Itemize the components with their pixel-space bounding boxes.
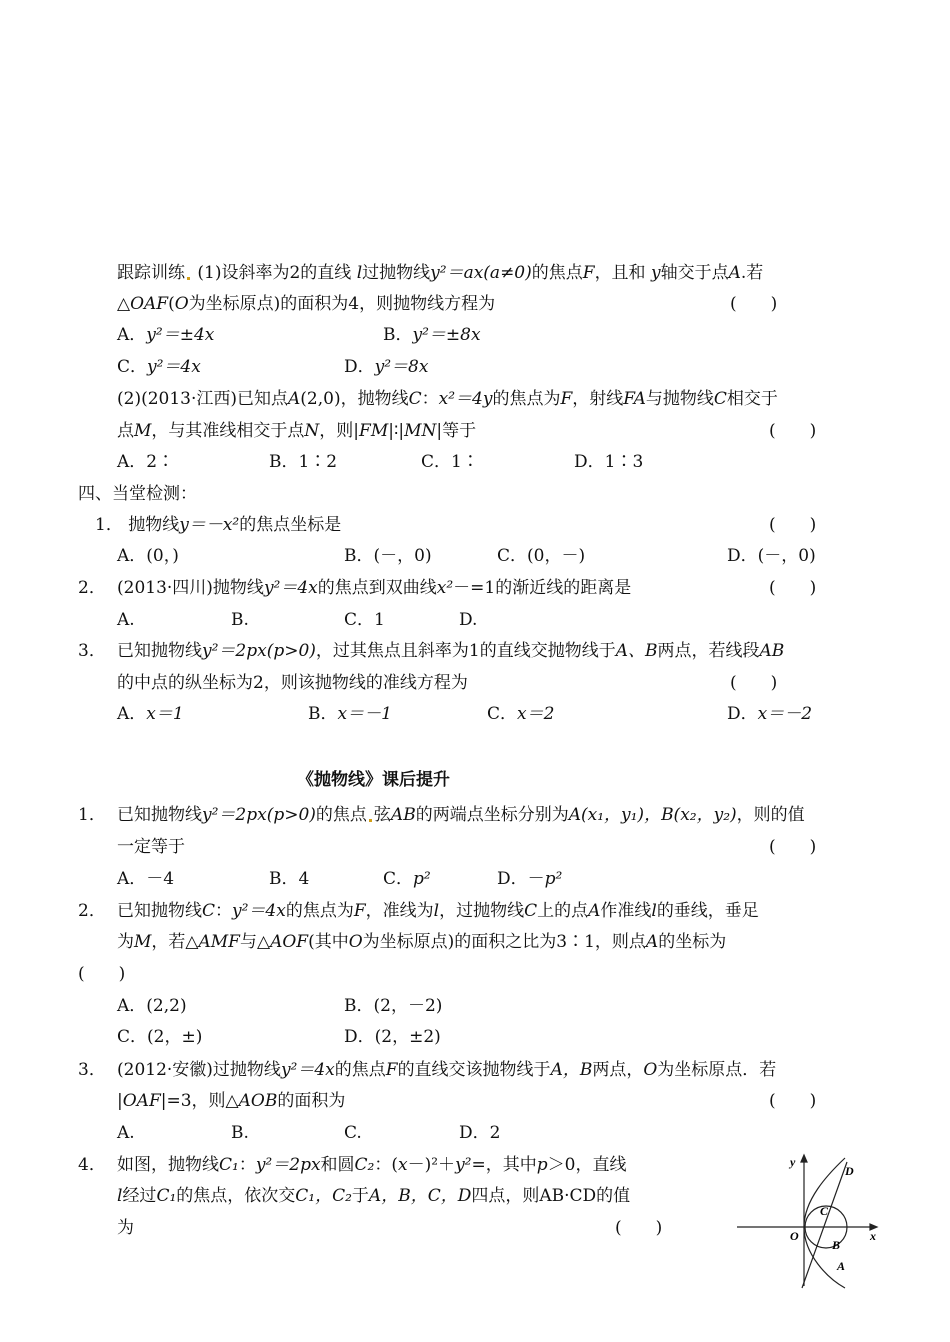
option-C: C．(0，－) bbox=[497, 546, 586, 566]
option-B: B. bbox=[231, 1123, 249, 1143]
label-x: x bbox=[870, 1229, 876, 1243]
practice-q2-line1: (2)(2013·江西)已知点A(2,0)，抛物线C：x²＝4y的焦点为F，射线FA与抛物线C相交于 bbox=[117, 389, 778, 409]
option-A: A. bbox=[117, 1123, 135, 1143]
check-q2-number: 2． bbox=[78, 578, 106, 598]
section-heading: 四、当堂检测： bbox=[78, 484, 197, 504]
page-title: 《抛物线》课后提升 bbox=[297, 770, 450, 790]
check-q3-number: 3． bbox=[78, 641, 106, 661]
post-q4-line2: l经过C₁的焦点，依次交C₁，C₂于A，B，C，D四点，则AB·CD的值 bbox=[117, 1186, 631, 1206]
option-C: C. bbox=[344, 1123, 362, 1143]
answer-paren: ( ) bbox=[730, 294, 778, 314]
answer-paren: ( ) bbox=[769, 1091, 817, 1111]
label-y: y bbox=[790, 1155, 796, 1169]
post-q2-line2: 为M，若△AMF与△AOF(其中O为坐标原点)的面积之比为3∶1，则点A的坐标为 bbox=[117, 932, 727, 952]
label-C: C bbox=[820, 1204, 829, 1218]
label-O: O bbox=[790, 1229, 799, 1243]
option-A: A．－4 bbox=[117, 869, 175, 889]
option-C: C．1 bbox=[344, 610, 385, 630]
option-B: B．4 bbox=[269, 869, 310, 889]
label-B: B bbox=[832, 1238, 841, 1252]
option-B: B. bbox=[231, 610, 249, 630]
option-A: A. bbox=[117, 610, 135, 630]
answer-paren: ( ) bbox=[615, 1218, 663, 1238]
option-A: A．y²＝±4x bbox=[117, 325, 215, 345]
option-B: B．(－，0) bbox=[344, 546, 432, 566]
option-C: C．p² bbox=[383, 869, 431, 889]
option-D: D．2 bbox=[459, 1123, 501, 1143]
option-D: D．(－，0) bbox=[727, 546, 816, 566]
answer-paren: ( ) bbox=[730, 673, 778, 693]
option-D: D．1∶3 bbox=[574, 452, 644, 472]
answer-paren: ( ) bbox=[769, 837, 817, 857]
option-B: B．x＝－1 bbox=[308, 704, 392, 724]
post-q3-line1: (2012·安徽)过抛物线y²＝4x的焦点F的直线交该抛物线于A，B两点，O为坐标原点．若 bbox=[117, 1060, 777, 1080]
post-q1-line2: 一定等于 bbox=[117, 837, 185, 857]
check-q2: (2013·四川)抛物线y²＝4x的焦点到双曲线x²－=1的渐近线的距离是 bbox=[117, 578, 632, 598]
option-B: B．(2，－2) bbox=[344, 996, 443, 1016]
practice-q2-line2: 点M，与其准线相交于点N，则|FM|∶|MN|等于 bbox=[117, 421, 477, 441]
answer-paren: ( ) bbox=[78, 964, 126, 984]
post-q4-number: 4． bbox=[78, 1155, 106, 1175]
post-q1-line1: 已知抛物线y²＝2px(p>0)的焦点 弦AB的两端点坐标分别为A(x₁，y₁)，B(x₂，y₂)，则的值 bbox=[117, 805, 805, 825]
post-q2-line1: 已知抛物线C：y²＝4x的焦点为F，准线为l，过抛物线C上的点A作准线l的垂线，垂足 bbox=[117, 901, 759, 921]
option-D: D．x＝－2 bbox=[727, 704, 813, 724]
y-axis-arrow bbox=[801, 1155, 807, 1162]
post-q3-number: 3． bbox=[78, 1060, 106, 1080]
option-B: B．1∶2 bbox=[269, 452, 338, 472]
option-C: C．(2，±) bbox=[117, 1027, 203, 1047]
label-A: A bbox=[837, 1259, 846, 1273]
label-D: D bbox=[845, 1164, 854, 1178]
practice-q1-line2: △OAF(O为坐标原点)的面积为4，则抛物线方程为 bbox=[117, 294, 496, 314]
check-q3-line1: 已知抛物线y²＝2px(p>0)，过其焦点且斜率为1的直线交抛物线于A、B两点，若线段AB bbox=[117, 641, 785, 661]
option-B: B．y²＝±8x bbox=[383, 325, 481, 345]
post-q2-number: 2． bbox=[78, 901, 106, 921]
post-q1-number: 1． bbox=[78, 805, 106, 825]
parabola-lower bbox=[804, 1227, 845, 1288]
answer-paren: ( ) bbox=[769, 515, 817, 535]
option-C: C．x＝2 bbox=[487, 704, 555, 724]
answer-paren: ( ) bbox=[769, 578, 817, 598]
option-D: D．－p² bbox=[497, 869, 563, 889]
practice-q1-line1: 跟踪训练 (1)设斜率为2的直线 l过抛物线y²＝ax(a≠0)的焦点F，且和 y轴交于点A.若 bbox=[117, 263, 764, 283]
check-q1: 1． 抛物线y＝－x²的焦点坐标是 bbox=[95, 515, 342, 535]
option-A: A．x＝1 bbox=[117, 704, 184, 724]
option-D: D．y²＝8x bbox=[344, 357, 429, 377]
parabola-circle-figure bbox=[732, 1150, 882, 1290]
option-A: A．2∶ bbox=[117, 452, 175, 472]
option-D: D. bbox=[459, 610, 478, 630]
check-q3-line2: 的中点的纵坐标为2，则该抛物线的准线方程为 bbox=[117, 673, 468, 693]
post-q4-line1: 如图，抛物线C₁：y²＝2px和圆C₂：(x－)²＋y²=，其中p＞0，直线 bbox=[117, 1155, 627, 1175]
option-C: C．y²＝4x bbox=[117, 357, 201, 377]
option-C: C．1∶ bbox=[421, 452, 479, 472]
answer-paren: ( ) bbox=[769, 421, 817, 441]
post-q3-line2: |OAF|=3，则△AOB的面积为 bbox=[117, 1091, 346, 1111]
option-A: A．(0，) bbox=[117, 546, 179, 566]
option-D: D．(2，±2) bbox=[344, 1027, 441, 1047]
option-A: A．(2,2) bbox=[117, 996, 187, 1016]
post-q4-line3: 为 bbox=[117, 1218, 134, 1238]
